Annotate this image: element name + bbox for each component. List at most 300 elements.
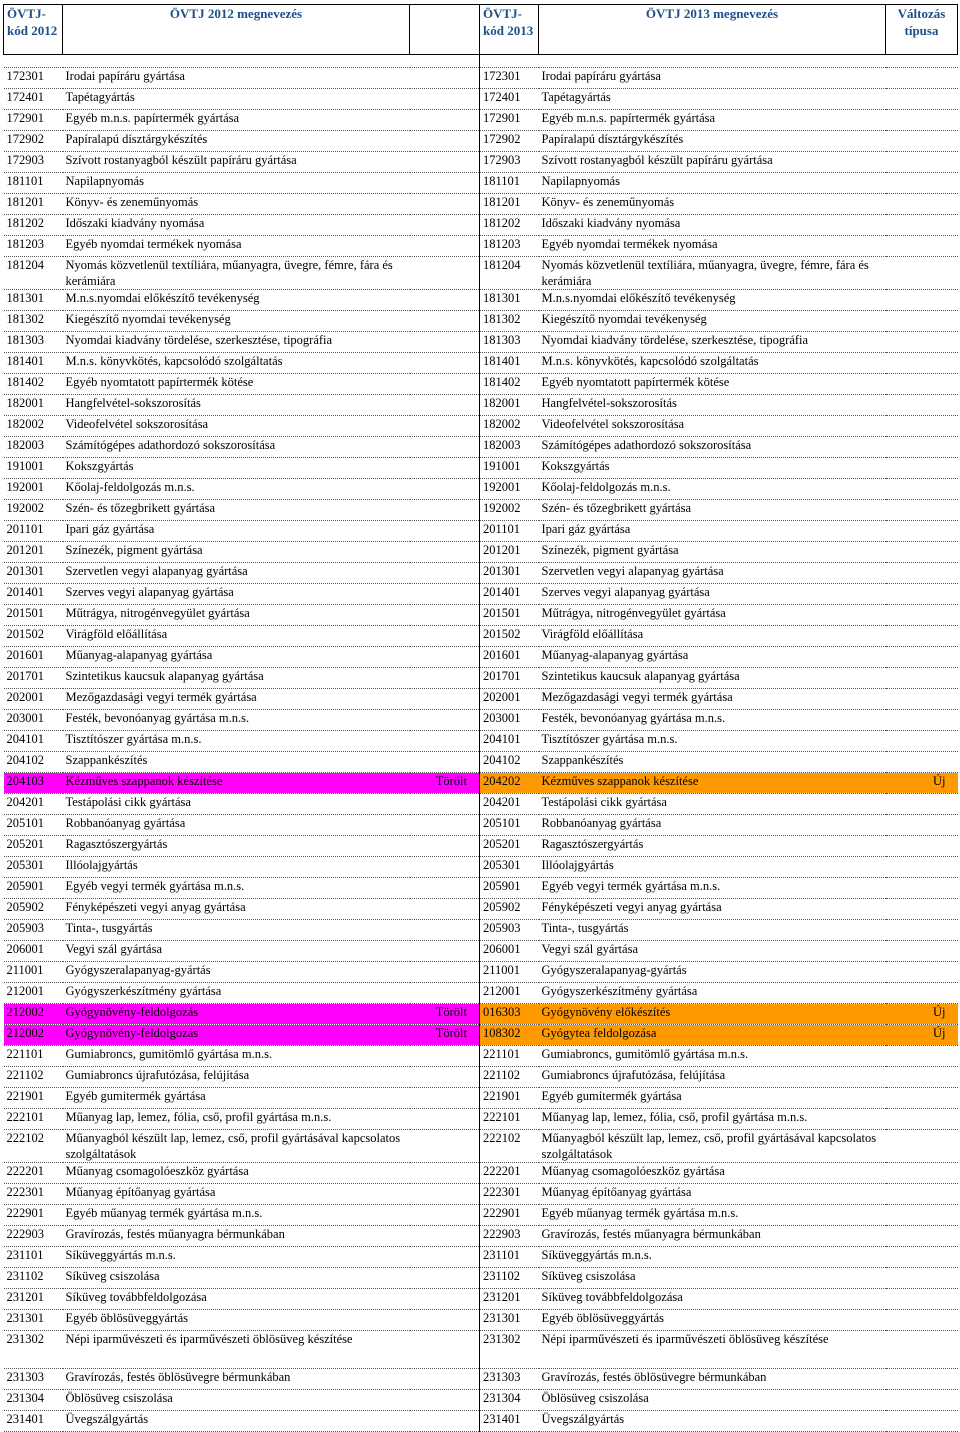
change-2012-cell [410, 1163, 480, 1184]
change-2013-cell [886, 542, 958, 563]
change-2012-cell [410, 521, 480, 542]
change-2012-cell [410, 458, 480, 479]
change-2013-cell [886, 1109, 958, 1130]
name-2012-cell: Műanyagból készült lap, lemez, cső, profil gyártásával kapcsolatos szolgáltatások [63, 1130, 410, 1163]
name-2012-cell: Szerves vegyi alapanyag gyártása [63, 584, 410, 605]
name-2013-cell: Népi iparművészeti és iparművészeti öblösüveg készítése [539, 1331, 886, 1369]
code-2012-cell: 204103 [4, 773, 63, 794]
code-2012-cell: 222101 [4, 1109, 63, 1130]
code-2012-cell: 182002 [4, 416, 63, 437]
name-2012-cell: Tisztítószer gyártása m.n.s. [63, 731, 410, 752]
code-2013-cell: 204202 [480, 773, 539, 794]
name-2012-cell: Műanyag-alapanyag gyártása [63, 647, 410, 668]
table-row [4, 89, 958, 110]
change-2013-cell [886, 194, 958, 215]
name-2012-cell: Kokszgyártás [63, 458, 410, 479]
code-2012-cell: 172401 [4, 89, 63, 110]
change-2013-cell [886, 1310, 958, 1331]
name-2012-cell: Szintetikus kaucsuk alapanyag gyártása [63, 668, 410, 689]
name-2013-cell: Napilapnyomás [539, 173, 886, 194]
name-2012-cell: Nyomás közvetlenül textíliára, műanyagra, üvegre, fémre, fára és kerámiára [63, 257, 410, 290]
change-2012-cell [410, 857, 480, 878]
code-2012-cell: 182003 [4, 437, 63, 458]
change-2012-cell [410, 311, 480, 332]
change-2012-cell [410, 89, 480, 110]
code-2012-cell: 172301 [4, 68, 63, 89]
name-2012-cell: Síküveg továbbfeldolgozása [63, 1289, 410, 1310]
code-2013-cell: 182002 [480, 416, 539, 437]
code-2013-cell: 231302 [480, 1331, 539, 1369]
change-2012-cell [410, 332, 480, 353]
change-2013-cell [886, 215, 958, 236]
header-name-2012: ÖVTJ 2012 megnevezés [63, 5, 410, 55]
code-2012-cell: 181203 [4, 236, 63, 257]
change-2013-cell [886, 1369, 958, 1390]
name-2012-cell: Ragasztószergyártás [63, 836, 410, 857]
table-row [4, 1369, 958, 1390]
change-2012-cell [410, 815, 480, 836]
name-2012-cell: Tapétagyártás [63, 89, 410, 110]
table-row [4, 899, 958, 920]
name-2012-cell: Testápolási cikk gyártása [63, 794, 410, 815]
change-2012-cell [410, 194, 480, 215]
table-row [4, 521, 958, 542]
code-2013-cell: 222201 [480, 1163, 539, 1184]
code-2013-cell: 205903 [480, 920, 539, 941]
table-row [4, 395, 958, 416]
name-2013-cell: Síküveggyártás m.n.s. [539, 1247, 886, 1268]
change-2013-cell [886, 668, 958, 689]
name-2012-cell: Hangfelvétel-sokszorosítás [63, 395, 410, 416]
code-2013-cell: 221901 [480, 1088, 539, 1109]
table-row [4, 458, 958, 479]
change-2013-cell [886, 1226, 958, 1247]
name-2013-cell: Nyomdai kiadvány tördelése, szerkesztése, tipográfia [539, 332, 886, 353]
name-2013-cell: Gumiabroncs újrafutózása, felújítása [539, 1067, 886, 1088]
table-row [4, 1205, 958, 1226]
name-2013-cell: Virágföld előállítása [539, 626, 886, 647]
code-2013-cell: 211001 [480, 962, 539, 983]
name-2012-cell: Virágföld előállítása [63, 626, 410, 647]
header-code-2013: ÖVTJ-kód 2013 [480, 5, 539, 55]
change-2013-cell [886, 815, 958, 836]
change-2012-cell [410, 215, 480, 236]
code-2012-cell: 201301 [4, 563, 63, 584]
code-2012-cell: 191001 [4, 458, 63, 479]
code-2013-cell: 222102 [480, 1130, 539, 1163]
name-2013-cell: Egyéb nyomdai termékek nyomása [539, 236, 886, 257]
name-2012-cell: Műanyag építőanyag gyártása [63, 1184, 410, 1205]
name-2013-cell: Fényképészeti vegyi anyag gyártása [539, 899, 886, 920]
name-2013-cell: Kokszgyártás [539, 458, 886, 479]
code-2012-cell: 222201 [4, 1163, 63, 1184]
change-2013-cell [886, 131, 958, 152]
change-2012-cell [410, 668, 480, 689]
name-2012-cell: Egyéb gumitermék gyártása [63, 1088, 410, 1109]
table-row [4, 752, 958, 773]
code-2013-cell: 205902 [480, 899, 539, 920]
change-2013-cell [886, 1088, 958, 1109]
code-2012-cell: 231303 [4, 1369, 63, 1390]
name-2013-cell: Műtrágya, nitrogénvegyület gyártása [539, 605, 886, 626]
header-empty [410, 5, 480, 55]
change-2013-cell [886, 563, 958, 584]
change-2012-cell [410, 1226, 480, 1247]
change-2013-cell [886, 605, 958, 626]
change-2012-cell [410, 710, 480, 731]
change-2013-cell [886, 500, 958, 521]
code-2013-cell: 181202 [480, 215, 539, 236]
table-row [4, 626, 958, 647]
name-2013-cell: Tinta-, tusgyártás [539, 920, 886, 941]
name-2012-cell: Tinta-, tusgyártás [63, 920, 410, 941]
table-row [4, 1390, 958, 1411]
change-2012-cell [410, 236, 480, 257]
codes-table-container [3, 4, 957, 1432]
name-2013-cell: Szintetikus kaucsuk alapanyag gyártása [539, 668, 886, 689]
code-2012-cell: 181202 [4, 215, 63, 236]
name-2012-cell: Mezőgazdasági vegyi termék gyártása [63, 689, 410, 710]
name-2013-cell: Szervetlen vegyi alapanyag gyártása [539, 563, 886, 584]
name-2012-cell: Egyéb nyomdai termékek nyomása [63, 236, 410, 257]
header-name-2013: ÖVTJ 2013 megnevezés [539, 5, 886, 55]
change-2013-cell [886, 1268, 958, 1289]
name-2013-cell: Szívott rostanyagból készült papíráru gyártása [539, 152, 886, 173]
change-2012-cell [410, 626, 480, 647]
name-2012-cell: Nyomdai kiadvány tördelése, szerkesztése, tipográfia [63, 332, 410, 353]
code-2013-cell: 181301 [480, 290, 539, 311]
code-2012-cell: 182001 [4, 395, 63, 416]
change-2013-cell [886, 752, 958, 773]
table-row [4, 1109, 958, 1130]
name-2013-cell: Szerves vegyi alapanyag gyártása [539, 584, 886, 605]
code-2012-cell: 231201 [4, 1289, 63, 1310]
change-2013-cell [886, 1289, 958, 1310]
change-2012-cell [410, 899, 480, 920]
name-2013-cell: Papíralapú dísztárgykészítés [539, 131, 886, 152]
change-2012-cell [410, 983, 480, 1004]
change-2013-cell [886, 1331, 958, 1369]
code-2013-cell: 108302 [480, 1025, 539, 1046]
change-2012-cell [410, 437, 480, 458]
change-2013-cell: Új [886, 773, 958, 794]
table-row [4, 290, 958, 311]
table-row [4, 152, 958, 173]
table-row [4, 1025, 958, 1046]
code-2012-cell: 181201 [4, 194, 63, 215]
code-2013-cell: 181303 [480, 332, 539, 353]
code-2013-cell: 231401 [480, 1411, 539, 1432]
code-2012-cell: 221901 [4, 1088, 63, 1109]
table-row [4, 479, 958, 500]
table-row [4, 605, 958, 626]
code-2013-cell: 016303 [480, 1004, 539, 1025]
change-2012-cell [410, 1268, 480, 1289]
table-row [4, 173, 958, 194]
change-2013-cell [886, 458, 958, 479]
header-code-2012: ÖVTJ-kód 2012 [4, 5, 63, 55]
table-row [4, 920, 958, 941]
code-2013-cell: 205901 [480, 878, 539, 899]
table-row [4, 1067, 958, 1088]
code-2013-cell: 192001 [480, 479, 539, 500]
table-row [4, 689, 958, 710]
name-2012-cell: Egyéb vegyi termék gyártása m.n.s. [63, 878, 410, 899]
change-2013-cell [886, 962, 958, 983]
name-2013-cell: Egyéb vegyi termék gyártása m.n.s. [539, 878, 886, 899]
table-row [4, 332, 958, 353]
name-2012-cell: Síküveggyártás m.n.s. [63, 1247, 410, 1268]
code-2012-cell: 201101 [4, 521, 63, 542]
code-2013-cell: 182003 [480, 437, 539, 458]
name-2013-cell: Festék, bevonóanyag gyártása m.n.s. [539, 710, 886, 731]
name-2013-cell: Egyéb műanyag termék gyártása m.n.s. [539, 1205, 886, 1226]
name-2013-cell: Síküveg csiszolása [539, 1268, 886, 1289]
name-2013-cell: Ipari gáz gyártása [539, 521, 886, 542]
code-2012-cell: 181204 [4, 257, 63, 290]
name-2012-cell: Illóolajgyártás [63, 857, 410, 878]
change-2013-cell [886, 110, 958, 131]
code-2013-cell: 205201 [480, 836, 539, 857]
code-2012-cell: 204101 [4, 731, 63, 752]
change-2012-cell [410, 173, 480, 194]
name-2013-cell: Szappankészítés [539, 752, 886, 773]
change-2013-cell [886, 416, 958, 437]
change-2012-cell [410, 479, 480, 500]
change-2012-cell [410, 416, 480, 437]
name-2013-cell: Öblösüveg csiszolása [539, 1390, 886, 1411]
code-2012-cell: 201501 [4, 605, 63, 626]
codes-table [3, 4, 958, 1432]
code-2012-cell: 201201 [4, 542, 63, 563]
code-2013-cell: 221101 [480, 1046, 539, 1067]
name-2012-cell: Gyógyszeralapanyag-gyártás [63, 962, 410, 983]
name-2012-cell: Vegyi szál gyártása [63, 941, 410, 962]
change-2013-cell [886, 374, 958, 395]
code-2013-cell: 231102 [480, 1268, 539, 1289]
change-2012-cell [410, 605, 480, 626]
table-body [4, 55, 958, 1432]
name-2012-cell: Síküveg csiszolása [63, 1268, 410, 1289]
code-2013-cell: 201701 [480, 668, 539, 689]
change-2012-cell [410, 257, 480, 290]
code-2013-cell: 222301 [480, 1184, 539, 1205]
name-2013-cell: Illóolajgyártás [539, 857, 886, 878]
name-2013-cell: Nyomás közvetlenül textíliára, műanyagra, üvegre, fémre, fára és kerámiára [539, 257, 886, 290]
code-2013-cell: 204201 [480, 794, 539, 815]
change-2012-cell [410, 647, 480, 668]
change-2012-cell [410, 1310, 480, 1331]
table-row [4, 836, 958, 857]
name-2013-cell: Videofelvétel sokszorosítása [539, 416, 886, 437]
change-2012-cell [410, 584, 480, 605]
code-2012-cell: 222903 [4, 1226, 63, 1247]
code-2013-cell: 181203 [480, 236, 539, 257]
code-2013-cell: 201101 [480, 521, 539, 542]
name-2012-cell: Gyógynövény-feldolgozás [63, 1025, 410, 1046]
name-2012-cell: Egyéb öblösüveggyártás [63, 1310, 410, 1331]
code-2013-cell: 231303 [480, 1369, 539, 1390]
change-2012-cell [410, 1331, 480, 1369]
change-2012-cell [410, 542, 480, 563]
code-2013-cell: 201501 [480, 605, 539, 626]
change-2013-cell [886, 731, 958, 752]
code-2012-cell: 203001 [4, 710, 63, 731]
name-2012-cell: Színezék, pigment gyártása [63, 542, 410, 563]
change-2013-cell [886, 521, 958, 542]
name-2012-cell: Festék, bevonóanyag gyártása m.n.s. [63, 710, 410, 731]
name-2013-cell: Testápolási cikk gyártása [539, 794, 886, 815]
change-2012-cell [410, 374, 480, 395]
table-row [4, 710, 958, 731]
change-2013-cell [886, 710, 958, 731]
code-2012-cell: 221101 [4, 1046, 63, 1067]
name-2013-cell: Irodai papíráru gyártása [539, 68, 886, 89]
code-2012-cell: 192001 [4, 479, 63, 500]
code-2012-cell: 205902 [4, 899, 63, 920]
code-2013-cell: 181201 [480, 194, 539, 215]
change-2012-cell [410, 920, 480, 941]
name-2012-cell: Papíralapú dísztárgykészítés [63, 131, 410, 152]
name-2012-cell: Gumiabroncs újrafutózása, felújítása [63, 1067, 410, 1088]
change-2013-cell [886, 89, 958, 110]
name-2013-cell: Üvegszálgyártás [539, 1411, 886, 1432]
change-2013-cell [886, 332, 958, 353]
change-2013-cell [886, 878, 958, 899]
code-2013-cell: 204101 [480, 731, 539, 752]
change-2012-cell [410, 1046, 480, 1067]
name-2012-cell: Gravírozás, festés öblösüvegre bérmunkában [63, 1369, 410, 1390]
change-2013-cell [886, 584, 958, 605]
name-2013-cell: Műanyagból készült lap, lemez, cső, profil gyártásával kapcsolatos szolgáltatások [539, 1130, 886, 1163]
code-2013-cell: 202001 [480, 689, 539, 710]
table-row [4, 500, 958, 521]
code-2012-cell: 181303 [4, 332, 63, 353]
change-2012-cell [410, 353, 480, 374]
code-2012-cell: 212002 [4, 1004, 63, 1025]
change-2012-cell [410, 131, 480, 152]
name-2013-cell: Egyéb m.n.s. papírtermék gyártása [539, 110, 886, 131]
name-2012-cell: Számítógépes adathordozó sokszorosítása [63, 437, 410, 458]
name-2013-cell: Egyéb öblösüveggyártás [539, 1310, 886, 1331]
code-2012-cell: 222301 [4, 1184, 63, 1205]
table-row [4, 110, 958, 131]
code-2013-cell: 231201 [480, 1289, 539, 1310]
name-2013-cell: Műanyag lap, lemez, fólia, cső, profil gyártása m.n.s. [539, 1109, 886, 1130]
code-2013-cell: 212001 [480, 983, 539, 1004]
change-2012-cell: Törölt [410, 1025, 480, 1046]
change-2012-cell [410, 68, 480, 89]
name-2012-cell: Műanyag lap, lemez, fólia, cső, profil gyártása m.n.s. [63, 1109, 410, 1130]
code-2012-cell: 212002 [4, 1025, 63, 1046]
code-2013-cell: 222903 [480, 1226, 539, 1247]
change-2013-cell [886, 794, 958, 815]
change-2012-cell [410, 689, 480, 710]
table-row [4, 215, 958, 236]
code-2013-cell: 201201 [480, 542, 539, 563]
name-2013-cell: Gravírozás, festés műanyagra bérmunkában [539, 1226, 886, 1247]
table-row [4, 1331, 958, 1369]
table-row [4, 815, 958, 836]
code-2012-cell: 231102 [4, 1268, 63, 1289]
code-2012-cell: 205903 [4, 920, 63, 941]
table-row [4, 416, 958, 437]
name-2012-cell: M.n.s. könyvkötés, kapcsolódó szolgáltatás [63, 353, 410, 374]
code-2013-cell: 181401 [480, 353, 539, 374]
code-2013-cell: 205101 [480, 815, 539, 836]
code-2013-cell: 205301 [480, 857, 539, 878]
name-2012-cell: Műanyag csomagolóeszköz gyártása [63, 1163, 410, 1184]
name-2012-cell: Időszaki kiadvány nyomása [63, 215, 410, 236]
table-row [4, 68, 958, 89]
change-2012-cell [410, 941, 480, 962]
change-2013-cell [886, 1247, 958, 1268]
code-2013-cell: 172401 [480, 89, 539, 110]
change-2013-cell [886, 1205, 958, 1226]
name-2013-cell: Gravírozás, festés öblösüvegre bérmunkában [539, 1369, 886, 1390]
table-row [4, 941, 958, 962]
code-2012-cell: 181302 [4, 311, 63, 332]
name-2013-cell: Mezőgazdasági vegyi termék gyártása [539, 689, 886, 710]
name-2013-cell: Ragasztószergyártás [539, 836, 886, 857]
change-2013-cell [886, 899, 958, 920]
code-2012-cell: 181301 [4, 290, 63, 311]
name-2013-cell: Színezék, pigment gyártása [539, 542, 886, 563]
name-2013-cell: Gyógyszerkészítmény gyártása [539, 983, 886, 1004]
code-2012-cell: 205901 [4, 878, 63, 899]
code-2012-cell: 204201 [4, 794, 63, 815]
table-row [4, 857, 958, 878]
name-2013-cell: Egyéb nyomtatott papírtermék kötése [539, 374, 886, 395]
code-2012-cell: 206001 [4, 941, 63, 962]
code-2012-cell: 212001 [4, 983, 63, 1004]
table-row [4, 1184, 958, 1205]
change-2012-cell: Törölt [410, 1004, 480, 1025]
code-2013-cell: 203001 [480, 710, 539, 731]
code-2013-cell: 222101 [480, 1109, 539, 1130]
name-2013-cell: M.n.s. könyvkötés, kapcsolódó szolgáltatás [539, 353, 886, 374]
code-2012-cell: 172901 [4, 110, 63, 131]
change-2012-cell [410, 563, 480, 584]
change-2013-cell: Új [886, 1025, 958, 1046]
code-2013-cell: 182001 [480, 395, 539, 416]
code-2012-cell: 231101 [4, 1247, 63, 1268]
table-row [4, 542, 958, 563]
name-2012-cell: Öblösüveg csiszolása [63, 1390, 410, 1411]
name-2012-cell: Ipari gáz gyártása [63, 521, 410, 542]
change-2013-cell [886, 236, 958, 257]
code-2013-cell: 201401 [480, 584, 539, 605]
table-row [4, 374, 958, 395]
name-2012-cell: Kézműves szappanok készítése [63, 773, 410, 794]
change-2013-cell [886, 1130, 958, 1163]
change-2012-cell [410, 290, 480, 311]
code-2012-cell: 204102 [4, 752, 63, 773]
code-2013-cell: 192002 [480, 500, 539, 521]
change-2012-cell [410, 794, 480, 815]
change-2012-cell [410, 1130, 480, 1163]
name-2013-cell: Időszaki kiadvány nyomása [539, 215, 886, 236]
table-row [4, 731, 958, 752]
code-2012-cell: 201701 [4, 668, 63, 689]
code-2013-cell: 204102 [480, 752, 539, 773]
code-2013-cell: 181101 [480, 173, 539, 194]
code-2012-cell: 205201 [4, 836, 63, 857]
code-2012-cell: 201502 [4, 626, 63, 647]
table-row [4, 668, 958, 689]
change-2013-cell [886, 857, 958, 878]
table-row [4, 1247, 958, 1268]
